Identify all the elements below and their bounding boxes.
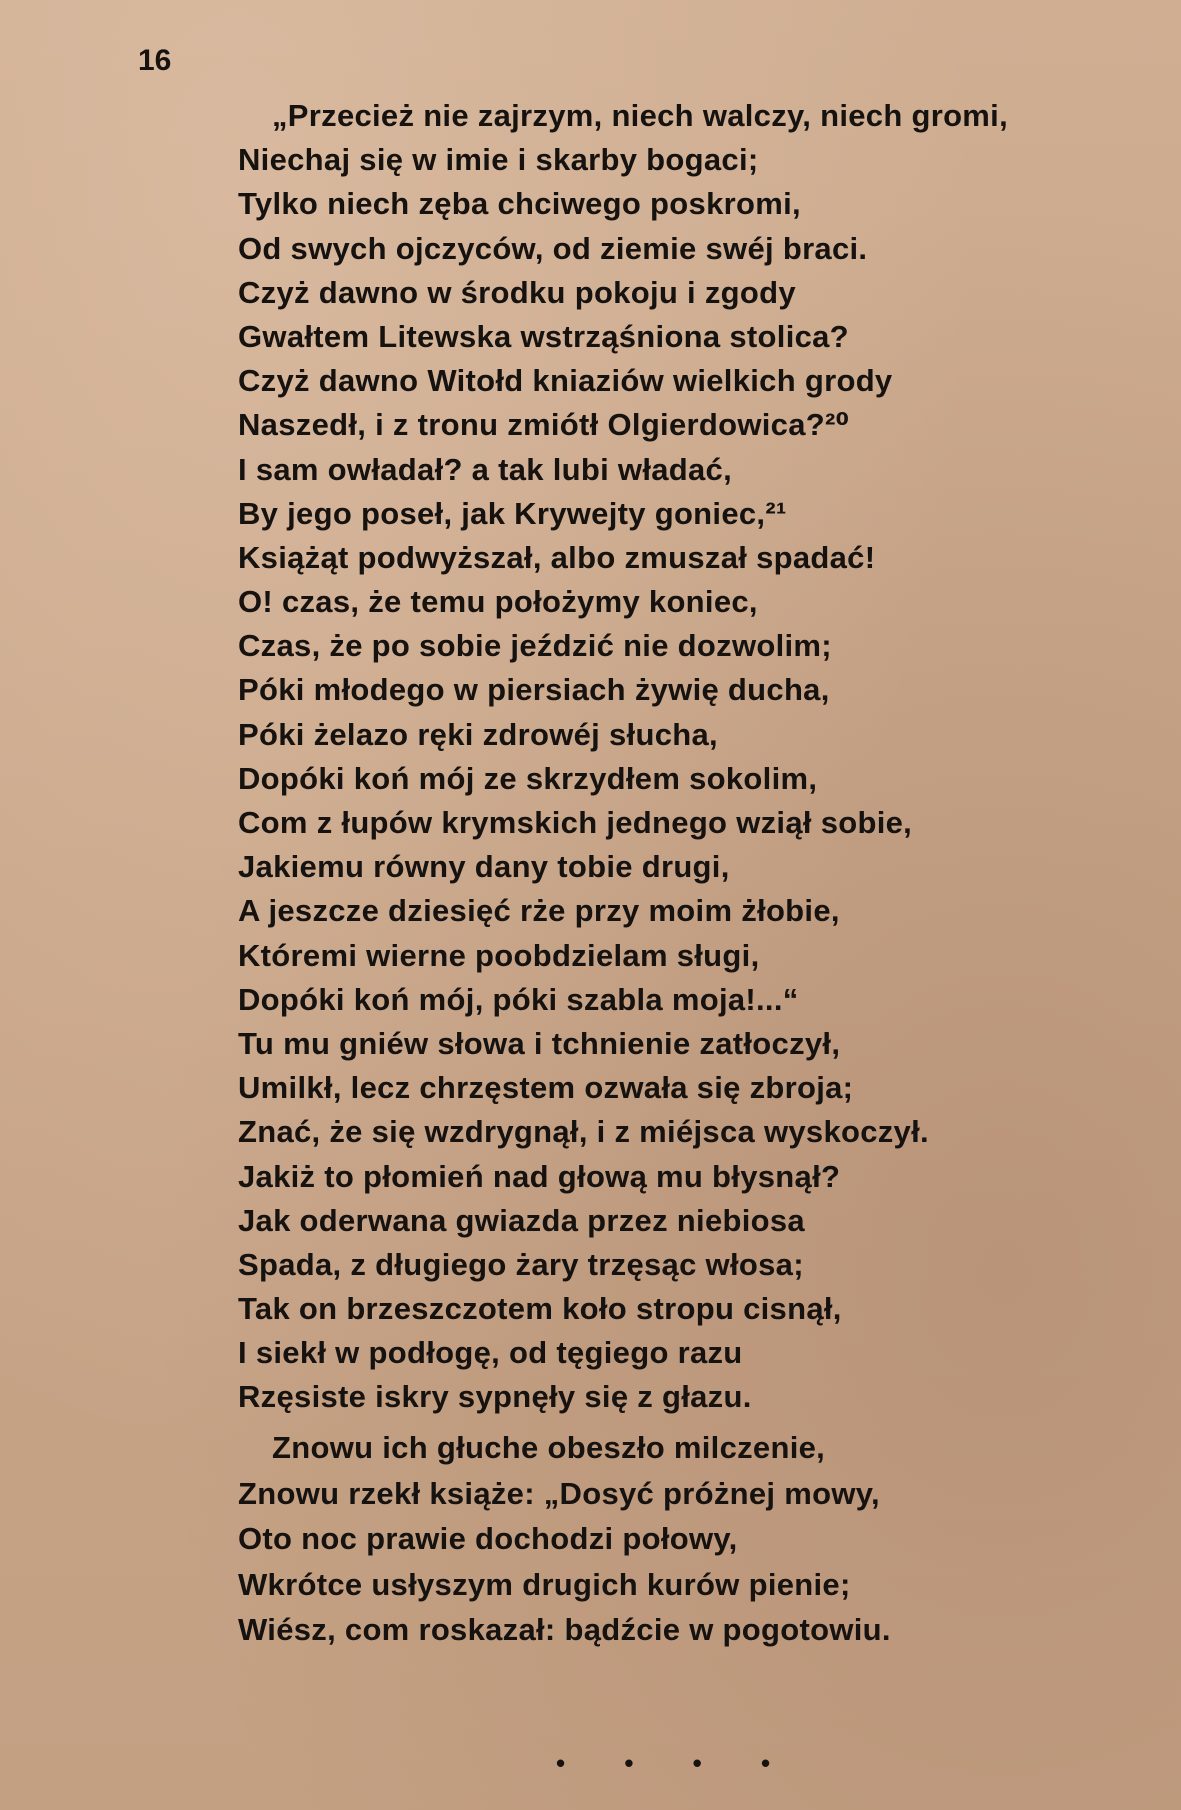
verse-line: Znać, że się wzdrygnął, i z miéjsca wyskoczył. [238,1114,929,1150]
verse-line: Gwałtem Litewska wstrząśniona stolica? [238,318,849,354]
stanza-1 [238,94,1008,1420]
verse-line: Tu mu gniéw słowa i tchnienie zatłoczył, [238,1025,841,1061]
verse-line: Któremi wierne poobdzielam sługi, [238,937,760,973]
verse-line: Jak oderwana gwiazda przez niebiosa [238,1202,805,1238]
verse-line: Czas, że po sobie jeździć nie dozwolim; [238,628,832,664]
verse-line: Oto noc prawie dochodzi połowy, [238,1521,738,1557]
verse-line: Jakiemu równy dany tobie drugi, [238,849,730,885]
verse-line: Od swych ojczyców, od ziemie swéj braci. [238,230,868,266]
verse-line: Naszedł, i z tronu zmiótł Olgierdowica?²⁰ [238,407,850,443]
verse-line: Spada, z długiego żary trzęsąc włosa; [238,1246,804,1282]
verse-line: Dopóki koń mój ze skrzydłem sokolim, [238,760,818,796]
verse-line: Rzęsiste iskry sypnęły się z głazu. [238,1379,752,1415]
verse-line: Jakiż to płomień nad głową mu błysnął? [238,1158,841,1194]
verse-line: Znowu ich głuche obeszło milczenie, [272,1430,826,1465]
verse-line: Czyż dawno Witołd kniaziów wielkich grody [238,363,893,399]
verse-line: „Przecież nie zajrzym, niech walczy, niech gromi, [272,98,1008,133]
verse-line: I siekł w podłogę, od tęgiego razu [238,1335,743,1371]
verse-line: Dopóki koń mój, póki szabla moja!...“ [238,981,799,1017]
verse-line: I sam owładał? a tak lubi władać, [238,451,733,487]
verse-line: Umilkł, lecz chrzęstem ozwała się zbroja; [238,1070,854,1106]
verse-line: Póki żelazo ręki zdrowéj słucha, [238,716,718,752]
verse-line: Czyż dawno w środku pokoju i zgody [238,274,796,310]
verse-line: Tak on brzeszczotem koło stropu cisnął, [238,1291,842,1327]
page-number: 16 [138,44,172,77]
verse-line: Wiész, com roskazał: bądźcie w pogotowiu. [238,1612,891,1648]
verse-line: By jego poseł, jak Krywejty goniec,²¹ [238,495,787,531]
verse-line: Wkrótce usłyszym drugich kurów pienie; [238,1566,851,1602]
verse-line: Znowu rzekł książe: „Dosyć próżnej mowy, [238,1475,880,1511]
stanza-2 [238,1425,891,1653]
verse-line: Książąt podwyższał, albo zmuszał spadać! [238,539,876,575]
verse-line: Niechaj się w imie i skarby bogaci; [238,142,759,178]
verse-line: Com z łupów krymskich jednego wziął sobie, [238,805,913,840]
section-ornament: • • • • [556,1748,797,1778]
verse-line: Tylko niech zęba chciwego poskromi, [238,186,801,222]
verse-line: A jeszcze dziesięć rże przy moim żłobie, [238,893,840,929]
verse-line: O! czas, że temu położymy koniec, [238,584,758,620]
verse-line: Póki młodego w piersiach żywię ducha, [238,672,830,708]
